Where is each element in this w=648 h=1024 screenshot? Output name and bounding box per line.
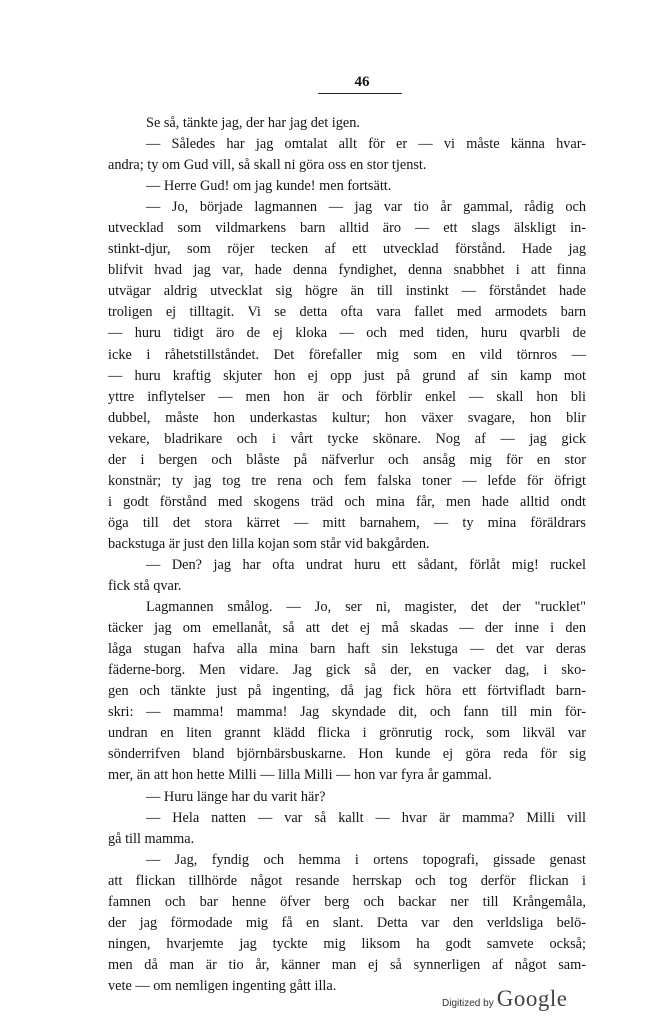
page-number-rule [318, 93, 402, 94]
text-line: mer, än att hon hette Milli — lilla Milli — hon var fyra år gammal. [108, 767, 492, 784]
text-line: — Herre Gud! om jag kunde! men fortsätt. [146, 178, 392, 195]
text-line: Se så, tänkte jag, der har jag det igen. [146, 115, 360, 131]
google-logo: Google [496, 986, 568, 1011]
digitized-by-label: Digitized by [442, 998, 494, 1009]
text-line: Lagmannen smålog. — Jo, ser ni, magister, det der "rucklet" [146, 599, 586, 616]
text-line: — huru kraftig skjuter hon ej opp just på grund af sin kamp mot [108, 367, 586, 384]
text-line: vete — om nemligen ingenting gått illa. [108, 977, 337, 994]
text-line: utvecklad som vildmarkens barn alltid äro — ett slags älskligt in- [108, 220, 586, 237]
text-line: ningen, hvarjemte jag tyckte mig liksom ha godt samvete också; [108, 935, 586, 952]
text-line: der jag förmodade mig få en slant. Detta var den verldsliga belö- [108, 914, 586, 931]
text-line: — Huru länge har du varit här? [146, 788, 326, 805]
text-line: stinkt-djur, som röjer tecken af ett utvecklad förstånd. Hade jag [108, 241, 586, 258]
text-line: — Således har jag omtalat allt för er — vi måste känna hvar- [146, 136, 586, 153]
text-line: troligen ej tilltagit. Vi se detta ofta vara fallet med armodets barn [108, 304, 586, 321]
text-line: fick stå qvar. [108, 578, 182, 595]
text-line: blifvit hvad jag var, hade denna fyndighet, denna snabbhet i att finna [108, 262, 586, 279]
text-line: gen och tänkte just på ingenting, då jag fick höra ett förtvifladt barn- [108, 683, 586, 700]
text-line: men då man är tio år, känner man ej så synnerligen af något sam- [108, 956, 586, 973]
text-line: icke i råhetstillståndet. Det förefaller mig som en vild törnros — [108, 346, 586, 363]
page-number: 46 [354, 74, 370, 90]
text-line: täcker jag om emellanåt, så att det ej må skadas — der inne i den [108, 620, 586, 637]
text-line: dubbel, måste hon underkastas kultur; hon växer svagare, hon blir [108, 409, 586, 426]
text-line: — huru tidigt äro de ej kloka — och med tiden, huru qvarbli de [108, 325, 586, 342]
text-line: andra; ty om Gud vill, så skall ni göra oss en stor tjenst. [108, 157, 427, 174]
text-line: låga stugan hafva alla mina barn haft sin lekstuga — det var deras [108, 641, 586, 658]
text-line: vekare, bladrikare och i vårt tycke skönare. Nog af — jag gick [108, 430, 586, 447]
text-line: undran en liten grannt klädd flicka i grönrutig rock, som likväl var [108, 725, 586, 742]
text-line: famnen och bar henne öfver berg och backar ner till Krångemåla, [108, 893, 586, 910]
digitized-by-credit [442, 986, 567, 1012]
text-line: i godt förstånd med skogens träd och mina får, men hade alltid ondt [108, 493, 586, 510]
text-line: — Hela natten — var så kallt — hvar är mamma? Milli vill [146, 809, 586, 826]
text-line: utvägar aldrig utvecklat sig högre än till instinkt — förståndet hade [108, 283, 586, 300]
text-line: — Den? jag har ofta undrat huru ett sådant, förlåt mig! ruckel [146, 556, 586, 573]
text-line: backstuga är just den lilla kojan som står vid bakgården. [108, 535, 430, 552]
body-text [108, 113, 586, 997]
text-line: — Jag, fyndig och hemma i ortens topografi, gissade genast [146, 851, 586, 868]
text-line: att flickan tillhörde något resande herrskap och tog derför flickan i [108, 872, 586, 889]
text-line: fäderne-borg. Men vidare. Jag gick så der, en vacker dag, i sko- [108, 662, 586, 679]
text-line: gå till mamma. [108, 830, 195, 847]
text-line: — Jo, började lagmannen — jag var tio år gammal, rådig och [146, 199, 586, 216]
text-line: der i bergen och blåste på näfverlur och ansåg mig för en stor [108, 451, 586, 468]
text-line: sönderrifven bland björnbärsbuskarne. Hon kunde ej göra reda för sig [108, 746, 586, 763]
text-line: skri: — mamma! mamma! Jag skyndade dit, och fann till min för- [108, 704, 586, 721]
text-line: konstnär; ty jag tog tre rena och fem falska toner — lefde för öfrigt [108, 472, 586, 489]
text-line: yttre inflytelser — men hon är och förblir enkel — skall hon bli [108, 388, 586, 405]
text-line: öga till det stora kärret — mitt barnahem, — ty mina föräldrars [108, 514, 586, 531]
